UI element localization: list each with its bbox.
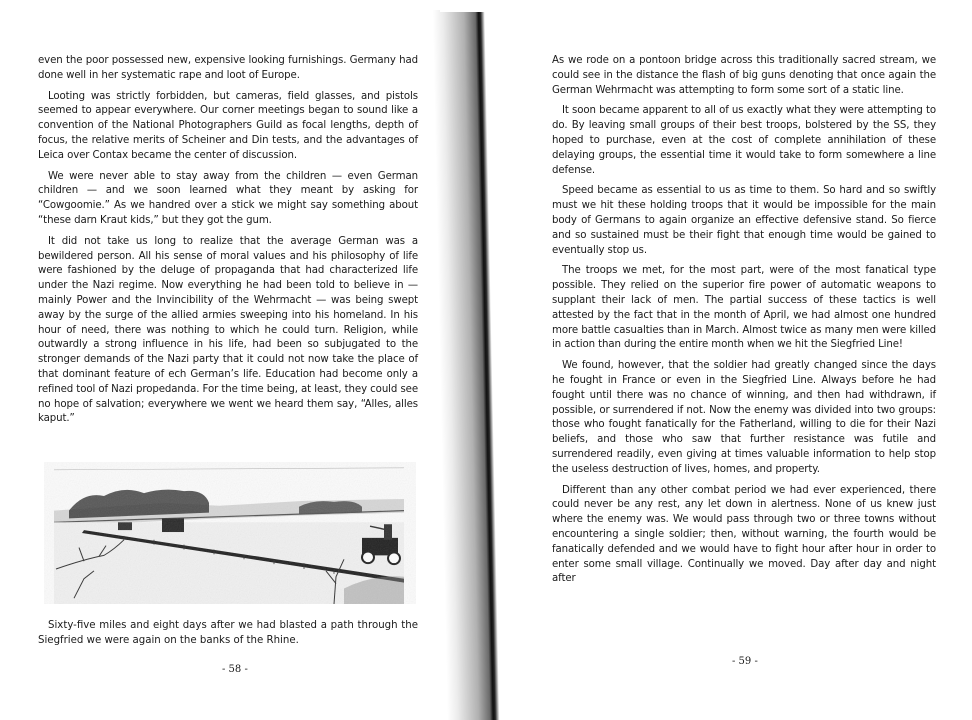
paragraph: even the poor possessed new, expensive looking furnishings. Germany had done well in her systematic rape and loot of Europe. bbox=[38, 55, 418, 81]
pontoon-bridge-illustration bbox=[44, 462, 416, 604]
left-page-body bbox=[38, 54, 418, 433]
left-page bbox=[0, 0, 450, 720]
page-number: - 59 - bbox=[732, 656, 758, 667]
paragraph: We found, however, that the soldier had greatly changed since the days he fought in France or even in the Siegfried Line. Always before he had fought until there was no chance of winning, and then had withdrawn, if possible, or surrendered if not. Now the enemy was divided into two groups: those who fought fanatically for the Fatherland, willing to die for their Nazi beliefs, and those who saw that further resistance was futile and surrendered readily, even giving at times valuable information to help stop the useless destruction of lives, homes, and property. bbox=[552, 360, 936, 475]
paragraph: Speed became as essential to us as time to them. So hard and so swiftly must we hit these holding troops that it would be impossible for the main body of Germans to again organize an effective defensive stand. So fierce and so sustained must be their fight that enough time would be gained to eventually stop us. bbox=[552, 185, 936, 256]
illustration-caption: Sixty-five miles and eight days after we had blasted a path through the Siegfried we were again on the banks of the Rhine. bbox=[38, 620, 418, 646]
paragraph: Different than any other combat period we had ever experienced, there could never be any rest, any let down in alertness. None of us knew just where the enemy was. We would pass through two or three towns without encountering a single soldier; then, without warning, the fourth would be fanatically defended and we would have to fight hour after hour in order to enter some small village. Continually we moved. Day after day and night after bbox=[552, 484, 936, 585]
paragraph: We were never able to stay away from the children — even German children — and we soon learned what they meant by asking for “Cowgoomie.” As we handred over a stick we might say something about “these darn Kraut kids,” but they got the gum. bbox=[38, 170, 418, 226]
paragraph: The troops we met, for the most part, were of the most fanatical type possible. They relied on the superior fire power of automatic weapons to supplant their lack of men. The partial success of these tactics is well attested by the fact that in the month of April, we had almost one hundred more battle casualties than in March. Almost twice as many men were killed in action than during the entire month when we hit the Siegfried Line! bbox=[552, 265, 936, 351]
paper-grain bbox=[44, 462, 416, 604]
gutter-top bbox=[440, 0, 492, 12]
paragraph: It soon became apparent to all of us exactly what they were attempting to do. By leaving small groups of their best troops, bolstered by the SS, they hoped to purchase, even at the cost of complete annihilation of these delaying groups, the essential time it would take to form somewhere a line defense. bbox=[552, 105, 936, 176]
right-page-body bbox=[552, 54, 936, 593]
page-number: - 58 - bbox=[222, 664, 248, 675]
paragraph: As we rode on a pontoon bridge across this traditionally sacred stream, we could see in the distance the flash of big guns denoting that once again the German Wehrmacht was attempting to form some sort of a static line. bbox=[552, 55, 936, 96]
paragraph: Looting was strictly forbidden, but cameras, field glasses, and pistols seemed to appear everywhere. Our corner meetings began to sound like a convention of the National Photographers Guild as focal lengths, depth of focus, the relative merits of Scheiner and Din tests, and the advantages of Leica over Contax became the center of discussion. bbox=[38, 90, 418, 161]
paragraph: It did not take us long to realize that the average German was a bewildered person. All his sense of moral values and his philosophy of life were fashioned by the deluge of propaganda that had characterized life under the Nazi regime. Now everything he had been told to believe in — mainly Power and the Invincibility of the Wehrmacht — was being swept away by the surge of the allied armies sweeping into his homeland. In his hour of need, there was nothing to which he could turn. Religion, while outwardly a strong influence in his life, had been so subjugated to the stronger demands of the Nazi party that it could not now take the place of that dominant feature of ech German’s life. Education had become only a refined tool of Nazi propedanda. For the time being, at least, they could see no hope of salvation; everywhere we went we heard them say, “Alles, alles kaput.” bbox=[38, 235, 418, 425]
